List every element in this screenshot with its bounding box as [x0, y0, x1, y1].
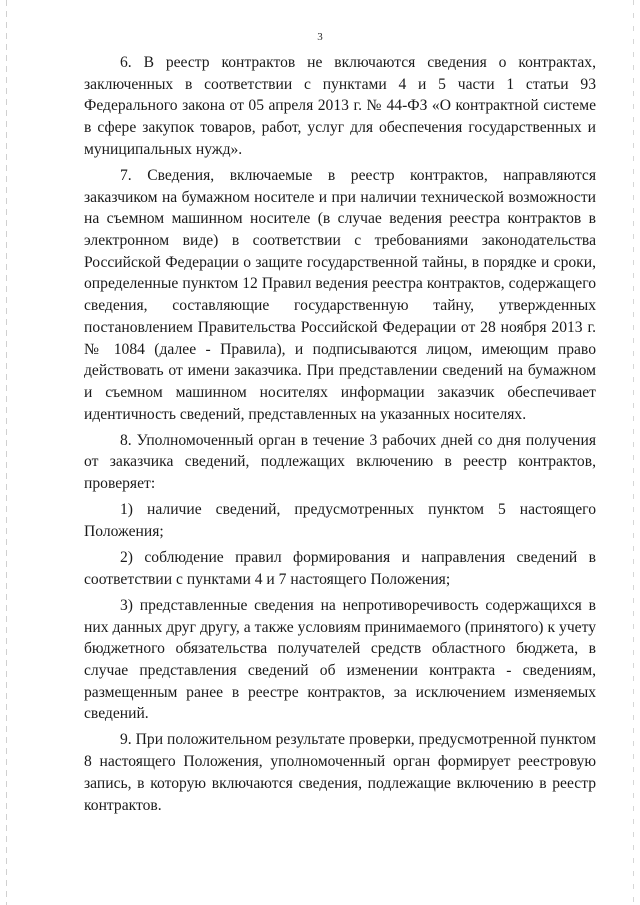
paragraph-8-item-3: 3) представленные сведения на непротиворечивость содержащихся в них данных друг другу, а также условиям принимаемого (принятого) к учету бюджетного обязательства получателей средств областного бюджета, в случае представления сведений об изменении контракта - сведениям, размещенным ранее в реестре контрактов, за исключением изменяемых сведений.	[84, 596, 596, 723]
scan-edge-left	[6, 0, 7, 905]
paragraph-8-item-1: 1) наличие сведений, предусмотренных пунктом 5 настоящего Положения;	[84, 501, 596, 540]
paragraph-8-item-2: 2) соблюдение правил формирования и направления сведений в соответствии с пунктами 4 и 7 настоящего Положения;	[84, 549, 596, 588]
scan-edge-right	[633, 0, 634, 905]
paragraph-6: 6. В реестр контрактов не включаются сведения о контрактах, заключенных в соответствии с пунктами 4 и 5 части 1 статьи 93 Федерального закона от 05 апреля 2013 г. № 44-ФЗ «О контрактной системе в сфере закупок товаров, работ, услуг для обеспечения государственных и муниципальных нужд».	[84, 54, 596, 158]
page-number: 3	[317, 31, 323, 43]
document-body	[84, 52, 596, 821]
paragraph-9: 9. При положительном результате проверки, предусмотренной пунктом 8 настоящего Положения, уполномоченный орган формирует реестровую запись, в которую включаются сведения, подлежащие включению в реестр контрактов.	[84, 731, 596, 814]
paragraph-7: 7. Сведения, включаемые в реестр контрактов, направляются заказчиком на бумажном носителе и при наличии технической возможности на съемном машинном носителе (в случае ведения реестра контрактов в электронном виде) в соответствии с требованиями законодательства Российской Федерации о защите государственной тайны, в порядке и сроки, определенные пунктом 12 Правил ведения реестра контрактов, содержащего сведения, составляющие государственную тайну, утвержденных постановлением Правительства Российской Федерации от 28 ноября 2013 г. № 1084 (далее - Правила), и подписываются лицом, имеющим право действовать от имени заказчика. При представлении сведений на бумажном и съемном машинном носителях информации заказчик обеспечивает идентичность сведений, представленных на указанных носителях.	[84, 166, 596, 423]
paragraph-8: 8. Уполномоченный орган в течение 3 рабочих дней со дня получения от заказчика сведений, подлежащих включению в реестр контрактов, проверяет:	[84, 431, 596, 493]
